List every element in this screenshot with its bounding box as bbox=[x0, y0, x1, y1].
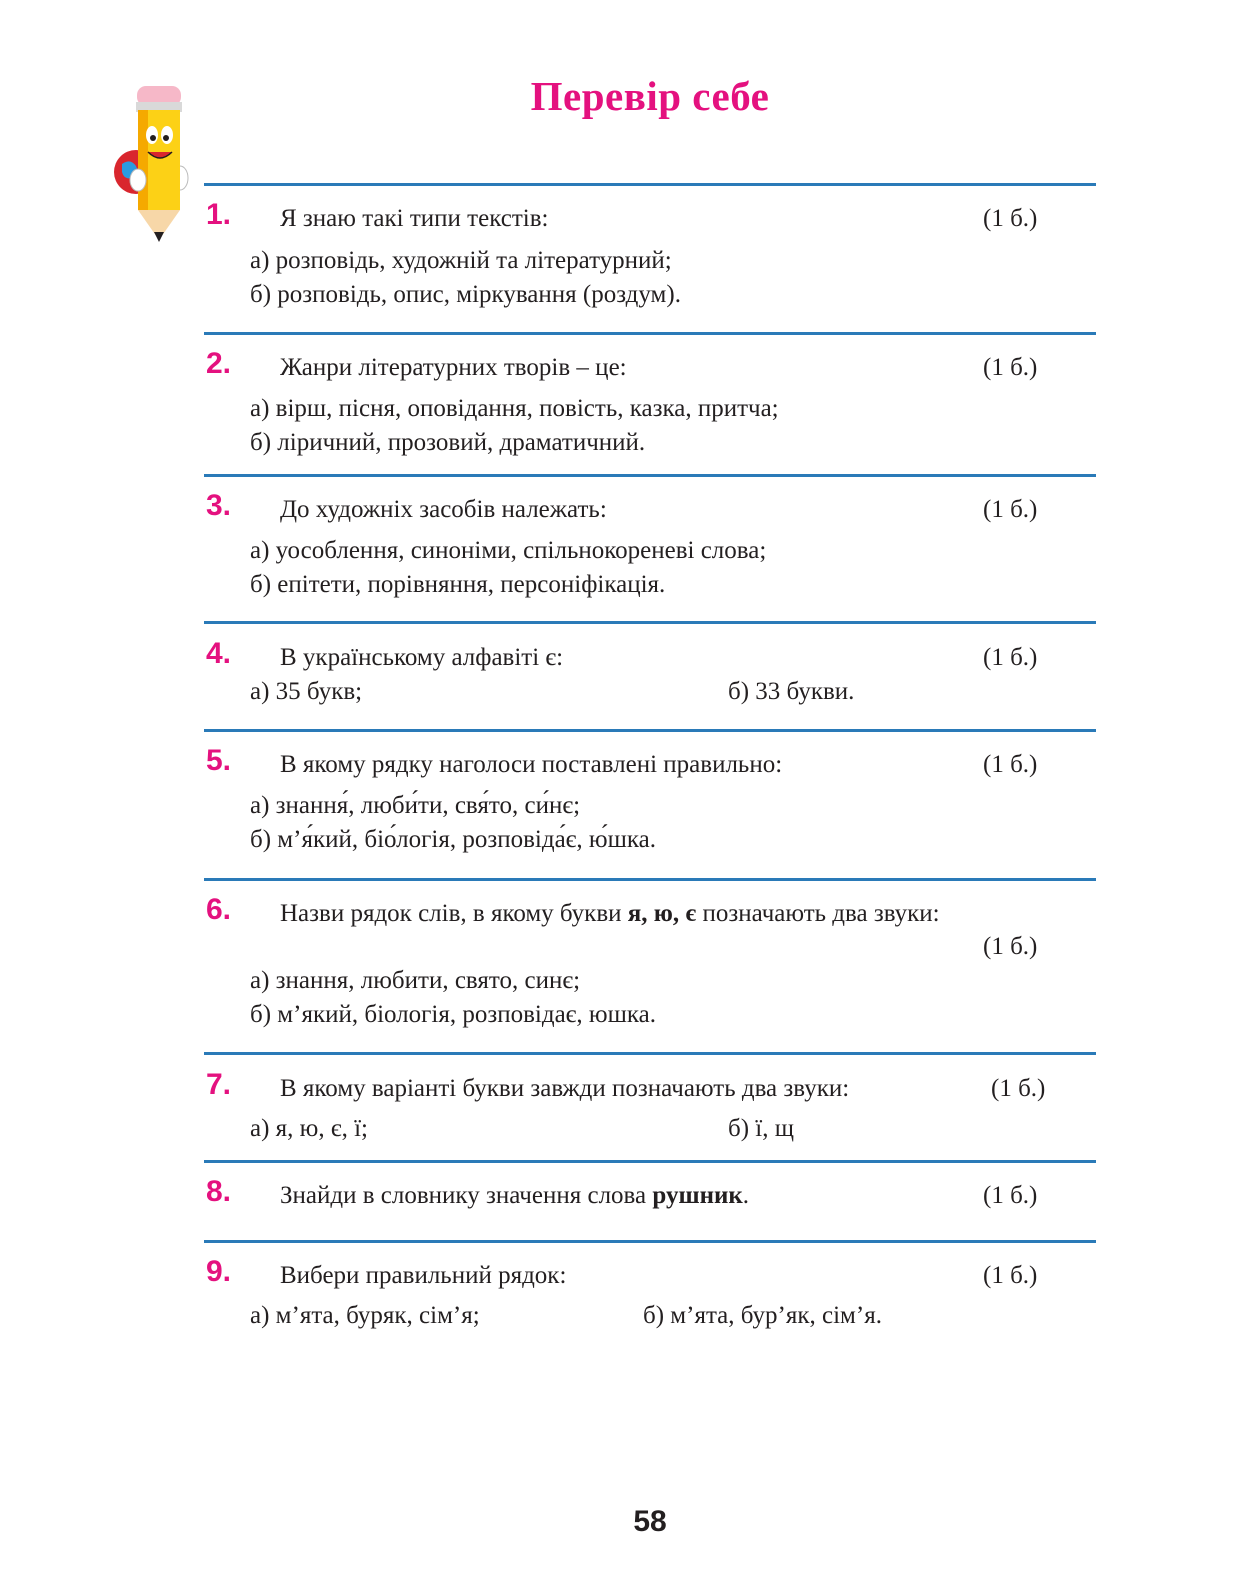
answer-option-a: а) вірш, пісня, оповідання, повість, казка, притча; bbox=[250, 395, 779, 422]
answer-option-a: а) м’ята, буряк, сім’я; bbox=[250, 1302, 480, 1329]
question-number: 4. bbox=[206, 637, 232, 670]
question-points: (1 б.) bbox=[983, 1262, 1038, 1289]
question-text-bold: рушник bbox=[652, 1182, 743, 1209]
answer-option-a: а) 35 букв; bbox=[250, 678, 363, 705]
question-number: 5. bbox=[206, 744, 232, 777]
question-text: Я знаю такі типи текстів: bbox=[280, 205, 549, 232]
divider bbox=[204, 621, 1096, 624]
question-points: (1 б.) bbox=[983, 354, 1038, 381]
answer-option-a: а) я, ю, є, ї; bbox=[250, 1115, 368, 1142]
question-text: Жанри літературних творів – це: bbox=[280, 354, 627, 381]
answer-option-b: б) м’який, біологія, розповідає, юшка. bbox=[250, 1001, 656, 1028]
answer-option-b: б) ї, щ bbox=[728, 1115, 794, 1142]
question-text-bold: я, ю, є bbox=[627, 900, 697, 927]
question-points: (1 б.) bbox=[983, 751, 1038, 778]
question-text-part: . bbox=[742, 1182, 750, 1209]
question-text-part: Назви рядок слів, в якому букви bbox=[280, 900, 628, 927]
question-points: (1 б.) bbox=[991, 1075, 1046, 1102]
answer-option-a: а) знання́, люби́ти, свя́то, си́нє; bbox=[250, 792, 581, 819]
divider bbox=[204, 474, 1096, 477]
question-text: Вибери правильний рядок: bbox=[280, 1262, 567, 1289]
divider bbox=[204, 332, 1096, 335]
answer-option-b: б) 33 букви. bbox=[728, 678, 855, 705]
question-text bbox=[280, 901, 940, 926]
divider bbox=[204, 878, 1096, 881]
question-text: В якому рядку наголоси поставлені правильно: bbox=[280, 751, 783, 778]
question-points: (1 б.) bbox=[983, 205, 1038, 232]
question-points: (1 б.) bbox=[983, 933, 1038, 960]
pencil-mascot-icon bbox=[112, 80, 192, 245]
divider bbox=[204, 1240, 1096, 1243]
answer-option-a: а) розповідь, художній та літературний; bbox=[250, 247, 672, 274]
question-number: 9. bbox=[206, 1255, 232, 1288]
question-points: (1 б.) bbox=[983, 1182, 1038, 1209]
divider bbox=[204, 183, 1096, 186]
question-points: (1 б.) bbox=[983, 496, 1038, 523]
question-text-part: Знайди в словнику значення слова bbox=[280, 1182, 653, 1209]
question-number: 3. bbox=[206, 489, 232, 522]
question-number: 8. bbox=[206, 1175, 232, 1208]
question-text-part: позначають два звуки: bbox=[696, 900, 940, 927]
question-number: 6. bbox=[206, 893, 232, 926]
page-number: 58 bbox=[633, 1505, 667, 1538]
answer-option-a: а) знання, любити, свято, синє; bbox=[250, 967, 581, 994]
page-title: Перевір себе bbox=[530, 73, 770, 119]
question-points: (1 б.) bbox=[983, 644, 1038, 671]
question-number: 1. bbox=[206, 198, 232, 231]
answer-option-b: б) ліричний, прозовий, драматичний. bbox=[250, 429, 646, 456]
question-text bbox=[280, 1183, 749, 1208]
question-text: В якому варіанті букви завжди позначають два звуки: bbox=[280, 1075, 850, 1102]
answer-option-b: б) м’ята, бур’як, сім’я. bbox=[643, 1302, 882, 1329]
answer-option-b: б) розповідь, опис, міркування (роздум). bbox=[250, 281, 681, 308]
answer-option-a: а) уособлення, синоніми, спільнокореневі слова; bbox=[250, 537, 767, 564]
question-number: 2. bbox=[206, 347, 232, 380]
question-number: 7. bbox=[206, 1068, 232, 1101]
divider bbox=[204, 1052, 1096, 1055]
question-text: До художніх засобів належать: bbox=[280, 496, 607, 523]
answer-option-b: б) м’я́кий, біо́логія, розповіда́є, ю́шка. bbox=[250, 826, 656, 853]
answer-option-b: б) епітети, порівняння, персоніфікація. bbox=[250, 571, 666, 598]
divider bbox=[204, 729, 1096, 732]
divider bbox=[204, 1160, 1096, 1163]
question-text: В українському алфавіті є: bbox=[280, 644, 564, 671]
